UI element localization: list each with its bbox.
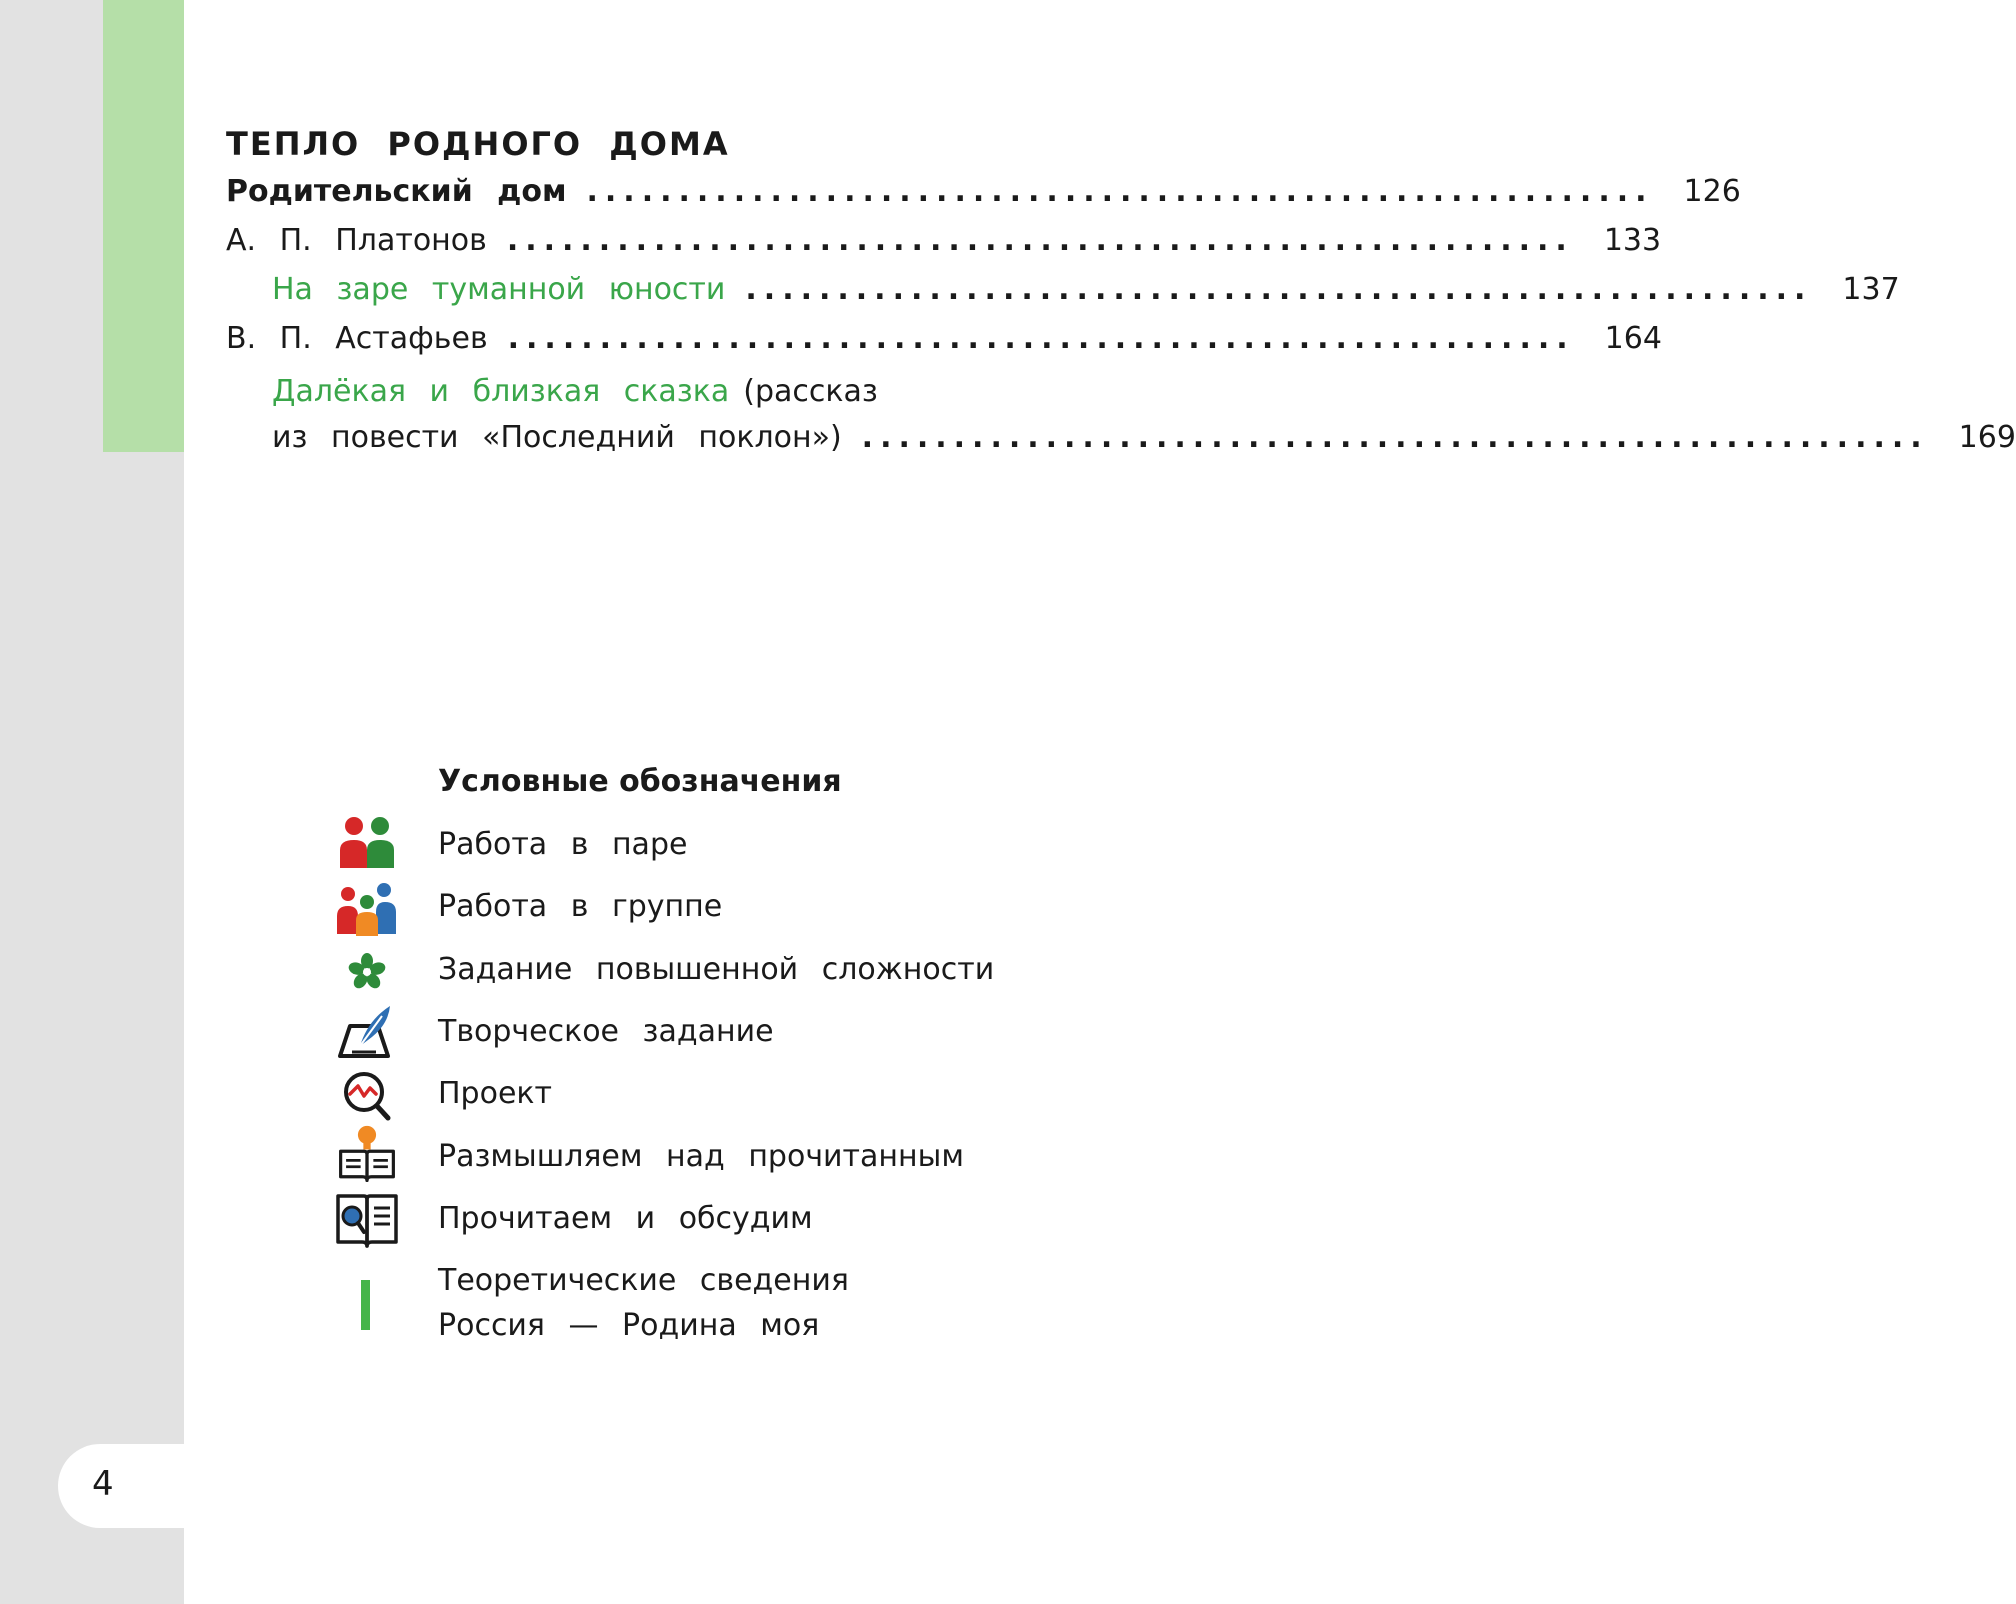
legend-label: Проект (438, 1076, 553, 1111)
legend-label: Задание повышенной сложности (438, 952, 995, 987)
toc-entry-label: В. П. Астафьев (226, 321, 488, 356)
toc-entry[interactable] (226, 317, 1662, 361)
page-number: 4 (92, 1464, 114, 1504)
legend-label: Россия — Родина моя (438, 1308, 820, 1343)
legend-label: Теоретические сведения (438, 1263, 849, 1298)
legend-label: Размышляем над прочитанным (438, 1139, 964, 1174)
toc-entry-label: А. П. Платонов (226, 223, 487, 258)
toc-entry-line1[interactable] (272, 370, 1116, 414)
section-title: ТЕПЛО РОДНОГО ДОМА (226, 125, 730, 163)
project-magnifier-icon (334, 1066, 400, 1126)
green-bar-icon (361, 1280, 370, 1330)
toc-entry-line2[interactable] (272, 416, 2016, 460)
side-green-band (103, 0, 184, 452)
legend-label: Творческое задание (438, 1014, 774, 1049)
toc-entry-label-rest: (рассказ (743, 374, 878, 409)
book-lightbulb-icon (334, 1124, 400, 1184)
dot-leader: .......................................................... (506, 223, 1574, 258)
toc-entry-label: На заре туманной юности (272, 272, 726, 307)
quill-icon (334, 1002, 400, 1062)
toc-entry[interactable] (272, 268, 1900, 312)
asterisk-icon (334, 942, 400, 1002)
dot-leader: .......................................................... (745, 272, 1813, 307)
group-work-icon (334, 878, 400, 938)
toc-entry-page: 126 (1683, 174, 1741, 209)
book-magnifier-icon (334, 1190, 400, 1250)
legend-label: Работа в паре (438, 827, 688, 862)
toc-entry[interactable] (226, 170, 1741, 214)
dot-leader: .......................................................... (861, 420, 1929, 455)
legend-label: Работа в группе (438, 889, 723, 924)
toc-entry-page: 137 (1842, 272, 1900, 307)
toc-entry-page: 164 (1604, 321, 1662, 356)
page-number-tab (58, 1444, 258, 1528)
toc-entry-label-line2: из повести «Последний поклон») (272, 420, 842, 455)
legend-title: Условные обозначения (438, 764, 842, 799)
dot-leader: .......................................................... (507, 321, 1575, 356)
legend-label: Прочитаем и обсудим (438, 1201, 813, 1236)
toc-entry[interactable] (226, 219, 1662, 263)
dot-leader: .......................................................... (586, 174, 1654, 209)
toc-entry-label: Родительский дом (226, 174, 567, 209)
toc-entry-label-green: Далёкая и близкая сказка (272, 374, 730, 409)
pair-work-icon (334, 816, 400, 876)
toc-entry-page: 169 (1958, 420, 2016, 455)
toc-entry-page: 133 (1603, 223, 1662, 258)
